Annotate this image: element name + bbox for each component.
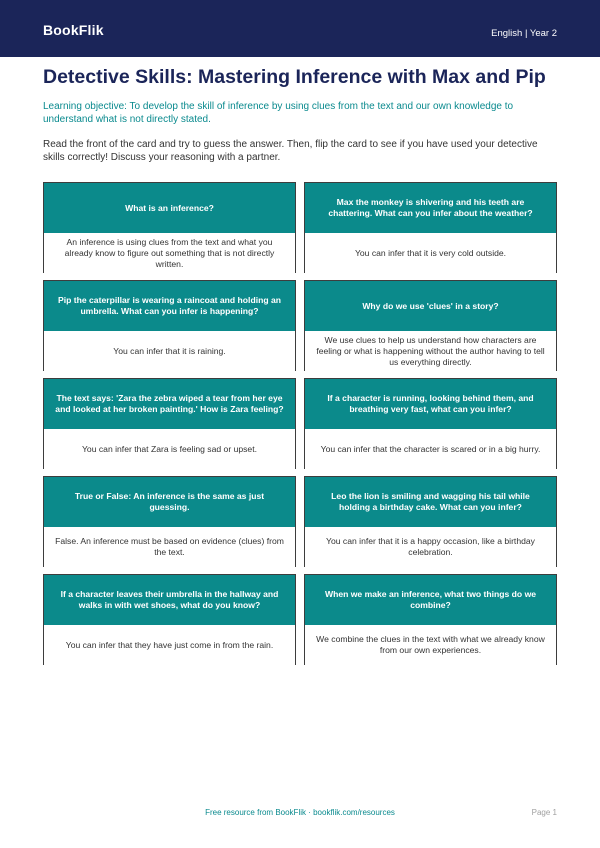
card-answer: You can infer that it is raining. (44, 331, 295, 371)
card-answer: You can infer that Zara is feeling sad or upset. (44, 429, 295, 469)
flashcard[interactable] (43, 574, 296, 665)
card-answer: We use clues to help us understand how characters are feeling or what is happening without the author having to tell us everything directly. (305, 331, 556, 371)
card-question: The text says: 'Zara the zebra wiped a tear from her eye and looked at her broken painting.' How is Zara feeling? (44, 379, 295, 429)
card-question: Max the monkey is shivering and his teeth are chattering. What can you infer about the weather? (305, 183, 556, 233)
instructions: Read the front of the card and try to guess the answer. Then, flip the card to see if you have used your detective skills correctly! Discuss your reasoning with a partner. (43, 139, 538, 164)
flashcard[interactable] (304, 574, 557, 665)
card-answer: You can infer that it is very cold outside. (305, 233, 556, 273)
card-row (43, 574, 557, 672)
card-question: When we make an inference, what two things do we combine? (305, 575, 556, 625)
flashcard-grid (43, 182, 557, 672)
flashcard[interactable] (304, 476, 557, 567)
card-row (43, 182, 557, 280)
flashcard[interactable] (43, 378, 296, 469)
card-answer: False. An inference must be based on evidence (clues) from the text. (44, 527, 295, 567)
page-title: Detective Skills: Mastering Inference with Max and Pip (43, 66, 546, 88)
card-answer: We combine the clues in the text with what we already know from our own experiences. (305, 625, 556, 665)
card-answer: You can infer that it is a happy occasion, like a birthday celebration. (305, 527, 556, 567)
card-row (43, 378, 557, 476)
card-answer: You can infer that the character is scared or in a big hurry. (305, 429, 556, 469)
card-question: Why do we use 'clues' in a story? (305, 281, 556, 331)
card-row (43, 476, 557, 574)
card-question: Pip the caterpillar is wearing a raincoat and holding an umbrella. What can you infer is happening? (44, 281, 295, 331)
subject-label: English | Year 2 (491, 28, 557, 39)
learning-objective: Learning objective: To develop the skill of inference by using clues from the text and our own knowledge to understand what is not directly stated. (43, 101, 514, 126)
flashcard[interactable] (304, 280, 557, 371)
card-question: True or False: An inference is the same as just guessing. (44, 477, 295, 527)
page-number: Page 1 (531, 808, 557, 817)
brand-logo[interactable]: BookFlik (43, 22, 104, 38)
card-question: If a character is running, looking behind them, and breathing very fast, what can you infer? (305, 379, 556, 429)
card-question: What is an inference? (44, 183, 295, 233)
card-question: If a character leaves their umbrella in the hallway and walks in with wet shoes, what do you know? (44, 575, 295, 625)
flashcard[interactable] (304, 182, 557, 273)
flashcard[interactable] (43, 476, 296, 567)
footer-resource-link[interactable]: Free resource from BookFlik · bookflik.com/resources (205, 808, 395, 817)
flashcard[interactable] (43, 280, 296, 371)
card-answer: You can infer that they have just come in from the rain. (44, 625, 295, 665)
card-question: Leo the lion is smiling and wagging his tail while holding a birthday cake. What can you infer? (305, 477, 556, 527)
flashcard[interactable] (304, 378, 557, 469)
card-answer: An inference is using clues from the text and what you already know to figure out something that is not directly written. (44, 233, 295, 273)
page-header (0, 0, 600, 57)
card-row (43, 280, 557, 378)
flashcard[interactable] (43, 182, 296, 273)
